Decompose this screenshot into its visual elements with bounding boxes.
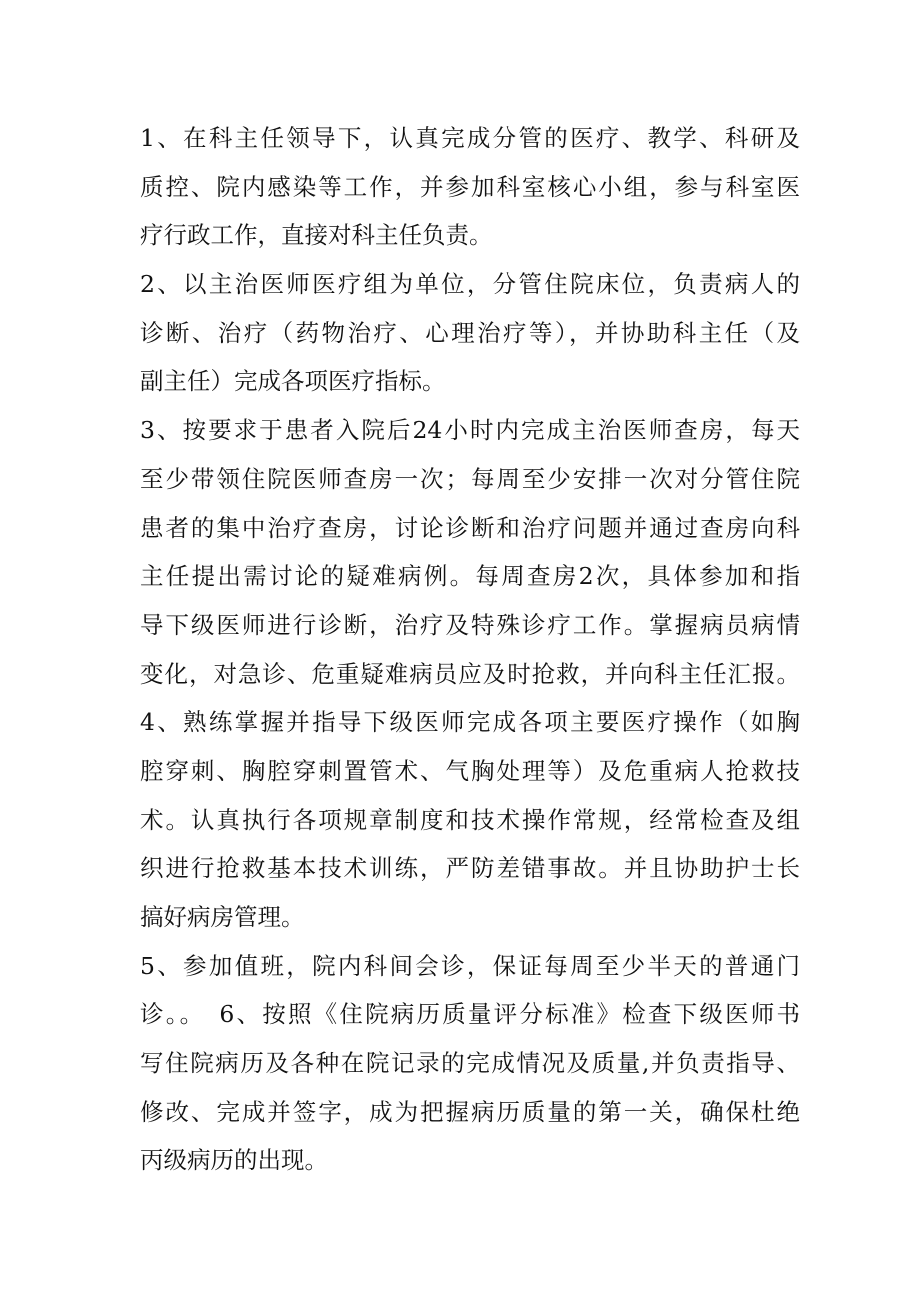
text-line: 至少带领住院医师查房一次；每周至少安排一次对分管住院 [140, 464, 800, 493]
text-line: 导下级医师进行诊断，治疗及特殊诊疗工作。掌握病员病情 [140, 610, 800, 639]
text-line: 质控、院内感染等工作，并参加科室核心小组，参与科室医 [140, 172, 800, 201]
text-line: 患者的集中治疗查房，讨论诊断和治疗问题并通过查房向科 [140, 513, 800, 542]
text-line: 疗行政工作，直接对科主任负责。 [140, 221, 493, 250]
document-body [140, 114, 800, 1185]
text-line: 3、按要求于患者入院后24小时内完成主治医师查房，每天 [140, 416, 800, 445]
text-line: 腔穿刺、胸腔穿刺置管术、气胸处理等）及危重病人抢救技 [140, 756, 800, 785]
text-line: 织进行抢救基本技术训练，严防差错事故。并且协助护士长 [140, 854, 800, 883]
text-line: 5、参加值班，院内科间会诊，保证每周至少半天的普通门 [140, 951, 800, 980]
text-line: 主任提出需讨论的疑难病例。每周查房2次，具体参加和指 [140, 562, 800, 591]
text-line: 2、以主治医师医疗组为单位，分管住院床位，负责病人的 [140, 270, 800, 299]
text-line: 写住院病历及各种在院记录的完成情况及质量,并负责指导、 [140, 1049, 800, 1078]
text-line: 修改、完成并签字，成为把握病历质量的第一关，确保杜绝 [140, 1097, 800, 1126]
text-line: 术。认真执行各项规章制度和技术操作常规，经常检查及组 [140, 805, 800, 834]
text-line: 搞好病房管理。 [140, 903, 305, 931]
text-line: 变化，对急诊、危重疑难病员应及时抢救，并向科主任汇报。 [140, 659, 800, 688]
text-line: 诊断、治疗（药物治疗、心理治疗等），并协助科主任（及 [140, 318, 800, 347]
text-line: 4、熟练掌握并指导下级医师完成各项主要医疗操作（如胸 [140, 708, 800, 737]
text-line: 副主任）完成各项医疗指标。 [140, 367, 446, 396]
text-line: 1、在科主任领导下，认真完成分管的医疗、教学、科研及 [140, 124, 800, 152]
text-line: 诊。。 6、按照《住院病历质量评分标准》检查下级医师书 [140, 1000, 800, 1029]
text-line: 丙级病历的出现。 [140, 1146, 328, 1175]
